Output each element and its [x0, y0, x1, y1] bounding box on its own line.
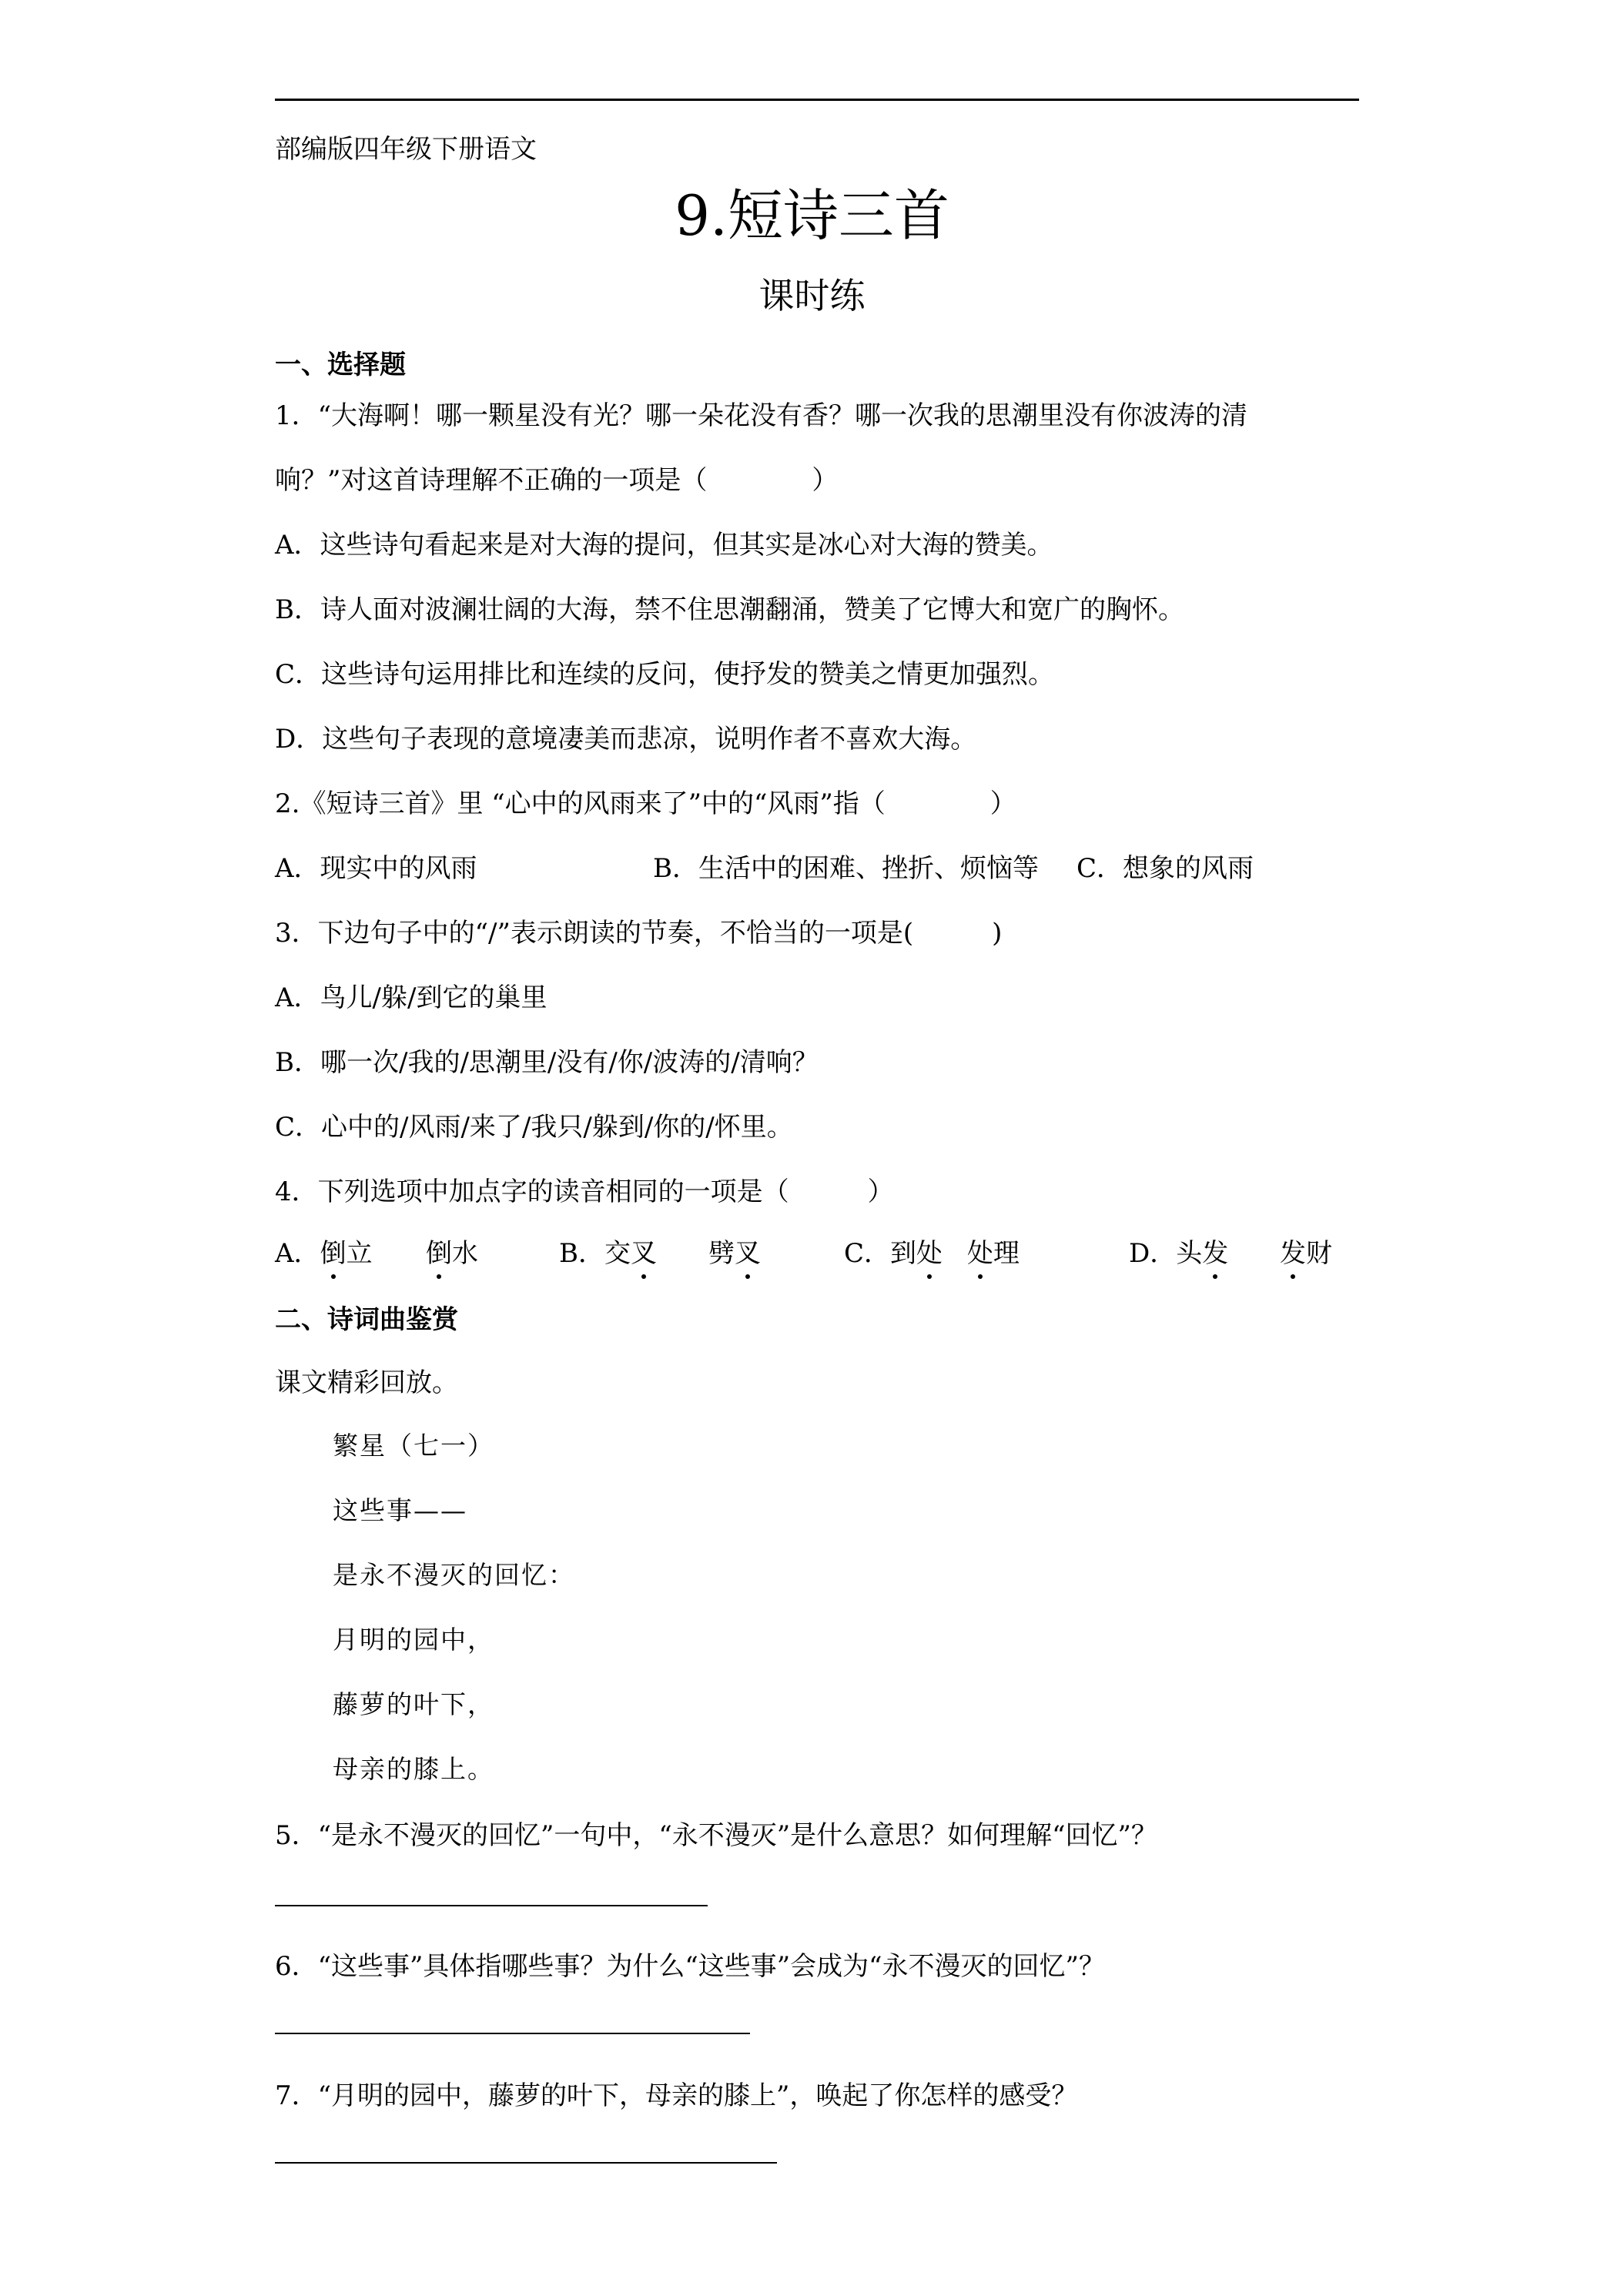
q4-option-c-label: C． — [844, 1238, 891, 1269]
q4-a-dotted-char-2: 倒 — [426, 1232, 452, 1270]
poem-line-2: 是永不漫灭的回忆： — [333, 1560, 575, 1590]
q1-option-d: D．这些句子表现的意境凄美而悲凉，说明作者不喜欢大海。 — [275, 724, 977, 755]
q4-a-char: 立 — [346, 1238, 373, 1269]
q4-c-dotted-char-1: 处 — [916, 1232, 943, 1270]
q6-stem: 6．“这些事”具体指哪些事？为什么“这些事”会成为“永不漫灭的回忆”？ — [275, 1951, 1105, 1982]
poem-line-5: 母亲的膝上。 — [333, 1754, 494, 1784]
q4-option-a-word2 — [426, 1232, 478, 1270]
q1-option-c: C．这些诗句运用排比和连续的反问，使抒发的赞美之情更加强烈。 — [275, 659, 1055, 690]
q4-option-c — [844, 1232, 943, 1270]
poem-title: 繁星（七一） — [333, 1431, 494, 1461]
q2-option-c: C．想象的风雨 — [1077, 853, 1254, 884]
q4-option-b-label: B． — [559, 1238, 604, 1269]
q3-option-c: C．心中的/风雨/来了/我只/躲到/你的/怀里。 — [275, 1112, 793, 1143]
q3-option-a: A．鸟儿/躲/到它的巢里 — [275, 982, 547, 1013]
q4-b-char-2: 劈 — [708, 1238, 735, 1269]
q2-stem: 2.《短诗三首》里 “心中的风雨来了”中的“风雨”指（ ） — [275, 788, 1016, 819]
q4-a-dotted-char-1: 倒 — [320, 1232, 347, 1270]
header-rule — [275, 99, 1359, 101]
q1-option-b: B．诗人面对波澜壮阔的大海，禁不住思潮翻涌，赞美了它博大和宽广的胸怀。 — [275, 594, 1184, 625]
q4-stem: 4．下列选项中加点字的读音相同的一项是（ ） — [275, 1176, 894, 1207]
q5-answer-line[interactable] — [275, 1905, 708, 1906]
q4-d-dotted-char-1: 发 — [1202, 1232, 1228, 1270]
q4-d-char: 头 — [1176, 1238, 1203, 1269]
q4-b-dotted-char-2: 叉 — [735, 1232, 761, 1270]
q4-b-char: 交 — [604, 1238, 631, 1269]
poem-intro: 课文精彩回放。 — [275, 1367, 458, 1398]
q3-stem: 3．下边句子中的“/”表示朗读的节奏，不恰当的一项是( ) — [275, 918, 1003, 949]
q4-option-a-label: A． — [275, 1238, 320, 1269]
q2-option-a: A．现实中的风雨 — [275, 853, 477, 884]
q1-stem-line1: 1．“大海啊！哪一颗星没有光？哪一朵花没有香？哪一次我的思潮里没有你波涛的清 — [275, 400, 1248, 431]
document-header: 部编版四年级下册语文 — [275, 134, 537, 165]
q4-c-dotted-char-2: 处 — [967, 1232, 993, 1270]
lesson-title: 9.短诗三首 — [675, 183, 949, 248]
q4-c-char-2: 理 — [993, 1238, 1020, 1269]
q2-option-b: B．生活中的困难、挫折、烦恼等 — [653, 853, 1039, 884]
section-heading-choice: 一、选择题 — [275, 350, 406, 380]
q4-d-char-2: 财 — [1306, 1238, 1332, 1269]
section-heading-poetry: 二、诗词曲鉴赏 — [275, 1304, 458, 1335]
q4-option-b-word2 — [708, 1232, 761, 1270]
q1-option-a: A．这些诗句看起来是对大海的提问，但其实是冰心对大海的赞美。 — [275, 530, 1053, 561]
q1-stem-line2: 响？”对这首诗理解不正确的一项是（ ） — [275, 465, 839, 496]
q4-option-d-word2 — [1280, 1232, 1332, 1270]
q4-b-dotted-char-1: 叉 — [631, 1232, 657, 1270]
q4-d-dotted-char-2: 发 — [1280, 1232, 1306, 1270]
lesson-subtitle: 课时练 — [758, 275, 866, 316]
poem-line-4: 藤萝的叶下， — [333, 1689, 494, 1719]
q4-option-a — [275, 1232, 373, 1270]
q6-answer-line[interactable] — [275, 2033, 750, 2034]
poem-line-3: 月明的园中， — [333, 1625, 494, 1655]
q4-option-d-label: D． — [1129, 1238, 1177, 1269]
poem-line-1: 这些事—— — [333, 1495, 467, 1525]
q4-option-b — [559, 1232, 657, 1270]
q4-option-c-word2 — [967, 1232, 1020, 1270]
q7-answer-line[interactable] — [275, 2162, 777, 2164]
q3-option-b: B．哪一次/我的/思潮里/没有/你/波涛的/清响？ — [275, 1047, 819, 1078]
q4-a-char-2: 水 — [452, 1238, 478, 1269]
q7-stem: 7．“月明的园中，藤萝的叶下，母亲的膝上”，唤起了你怎样的感受？ — [275, 2080, 1078, 2111]
q5-stem: 5．“是永不漫灭的回忆”一句中，“永不漫灭”是什么意思？如何理解“回忆”？ — [275, 1820, 1157, 1851]
q4-c-char: 到 — [890, 1238, 917, 1269]
q4-option-d — [1129, 1232, 1228, 1270]
